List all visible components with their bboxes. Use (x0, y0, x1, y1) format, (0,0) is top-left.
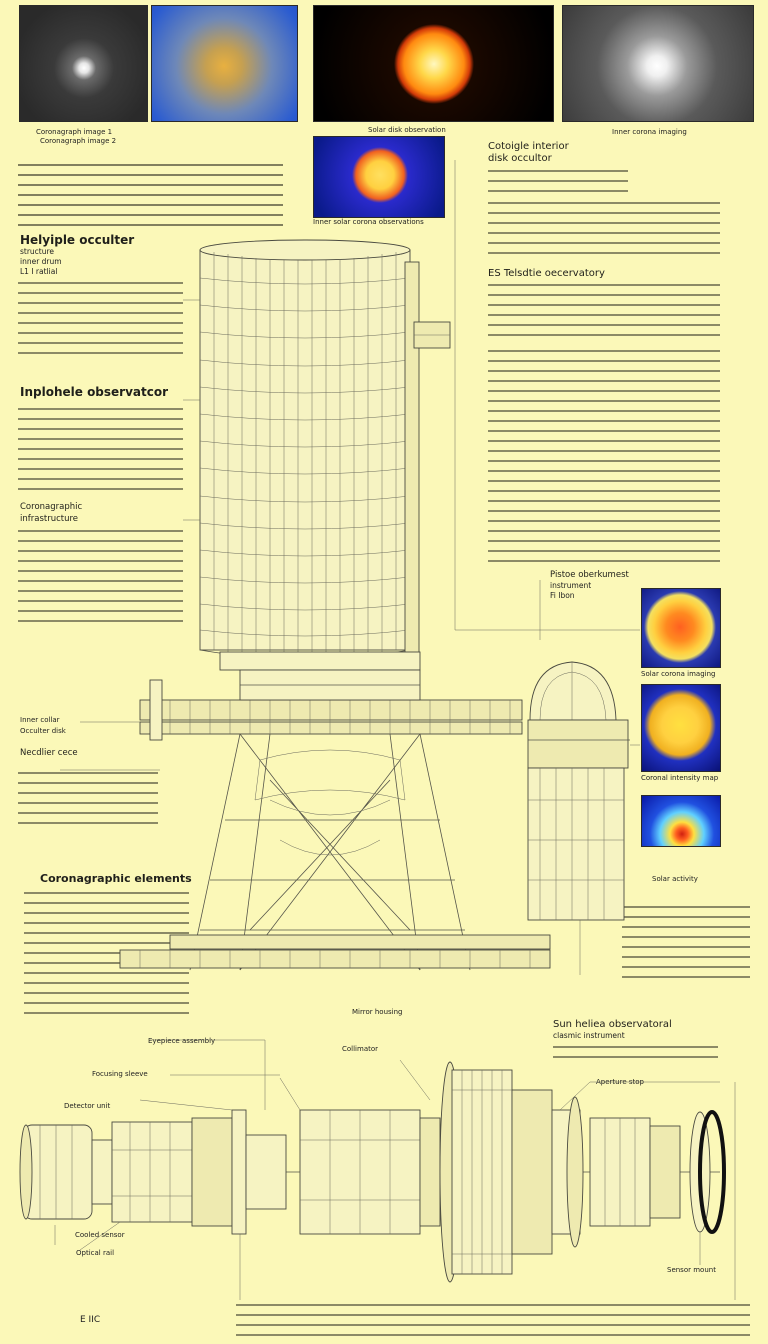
caption-mid-image: Inner solar corona observations (313, 218, 424, 226)
left-heading-3b: infrastructure (20, 514, 79, 524)
caption-image-3: Solar disk observation (368, 126, 446, 134)
right-heading-2: ES Telsdtie oecervatory (488, 268, 605, 279)
caption-image-1: Coronagraph image 1 (36, 128, 113, 136)
thumbnail-caption-3: Solar activity (652, 875, 698, 883)
label-inner-collar: Inner collar (20, 716, 60, 724)
bottom-label-9: Sensor mount (667, 1266, 716, 1274)
right-heading-1a: Cotoigle interior (488, 141, 569, 152)
detector-unit (440, 1062, 583, 1282)
thumbnail-caption-1: Solar corona imaging (641, 670, 716, 678)
eyepiece-assembly (20, 1122, 192, 1222)
bottom-label-3: Collimator (342, 1045, 379, 1053)
left-heading-4: Coronagraphic elements (40, 872, 192, 885)
dome-observatory (528, 662, 630, 920)
left-subheading-1a: structure (20, 247, 55, 256)
bottom-label-2: Mirror housing (352, 1008, 403, 1016)
right-heading-3c: Fi Ibon (550, 591, 575, 600)
bottom-label-1: Eyepiece assembly (148, 1037, 216, 1045)
bottom-heading-a: Sun heliea observatoral (553, 1019, 672, 1030)
footer-paragraph (236, 1300, 750, 1336)
right-heading-3b: instrument (550, 581, 592, 590)
sensor-mount (590, 1112, 724, 1232)
bottom-heading-b: clasmic instrument (553, 1031, 625, 1040)
footer-label: E IIC (80, 1315, 101, 1325)
left-heading-1: Helyiple occulter (20, 233, 135, 247)
left-label-necdlier: Necdlier cece (20, 748, 78, 758)
label-occulter-disk: Occulter disk (20, 727, 66, 735)
bottom-label-7: Cooled sensor (75, 1231, 125, 1239)
right-heading-1b: disk occultor (488, 153, 552, 164)
right-heading-3a: Pistoe oberkumest (550, 570, 629, 580)
mirror-housing (192, 1110, 440, 1234)
left-heading-3a: Coronagraphic (20, 502, 83, 512)
bottom-label-5: Detector unit (64, 1102, 111, 1110)
tower-structure (120, 652, 550, 970)
left-subheading-1c: L1 I ratlial (20, 267, 58, 276)
thumbnail-caption-2: Coronal intensity map (641, 774, 719, 782)
occulter-cylinder (200, 240, 450, 662)
caption-image-4: Inner corona imaging (612, 128, 687, 136)
bottom-label-4: Focusing sleeve (92, 1070, 148, 1078)
bottom-label-8: Optical rail (76, 1249, 115, 1257)
optical-instrument-diagram (0, 1000, 768, 1300)
bottom-label-6: Aperture stop (596, 1078, 644, 1086)
left-subheading-1b: inner drum (20, 257, 62, 266)
caption-image-2: Coronagraph image 2 (40, 137, 117, 145)
left-heading-2: Inplohele observatcor (20, 385, 169, 399)
